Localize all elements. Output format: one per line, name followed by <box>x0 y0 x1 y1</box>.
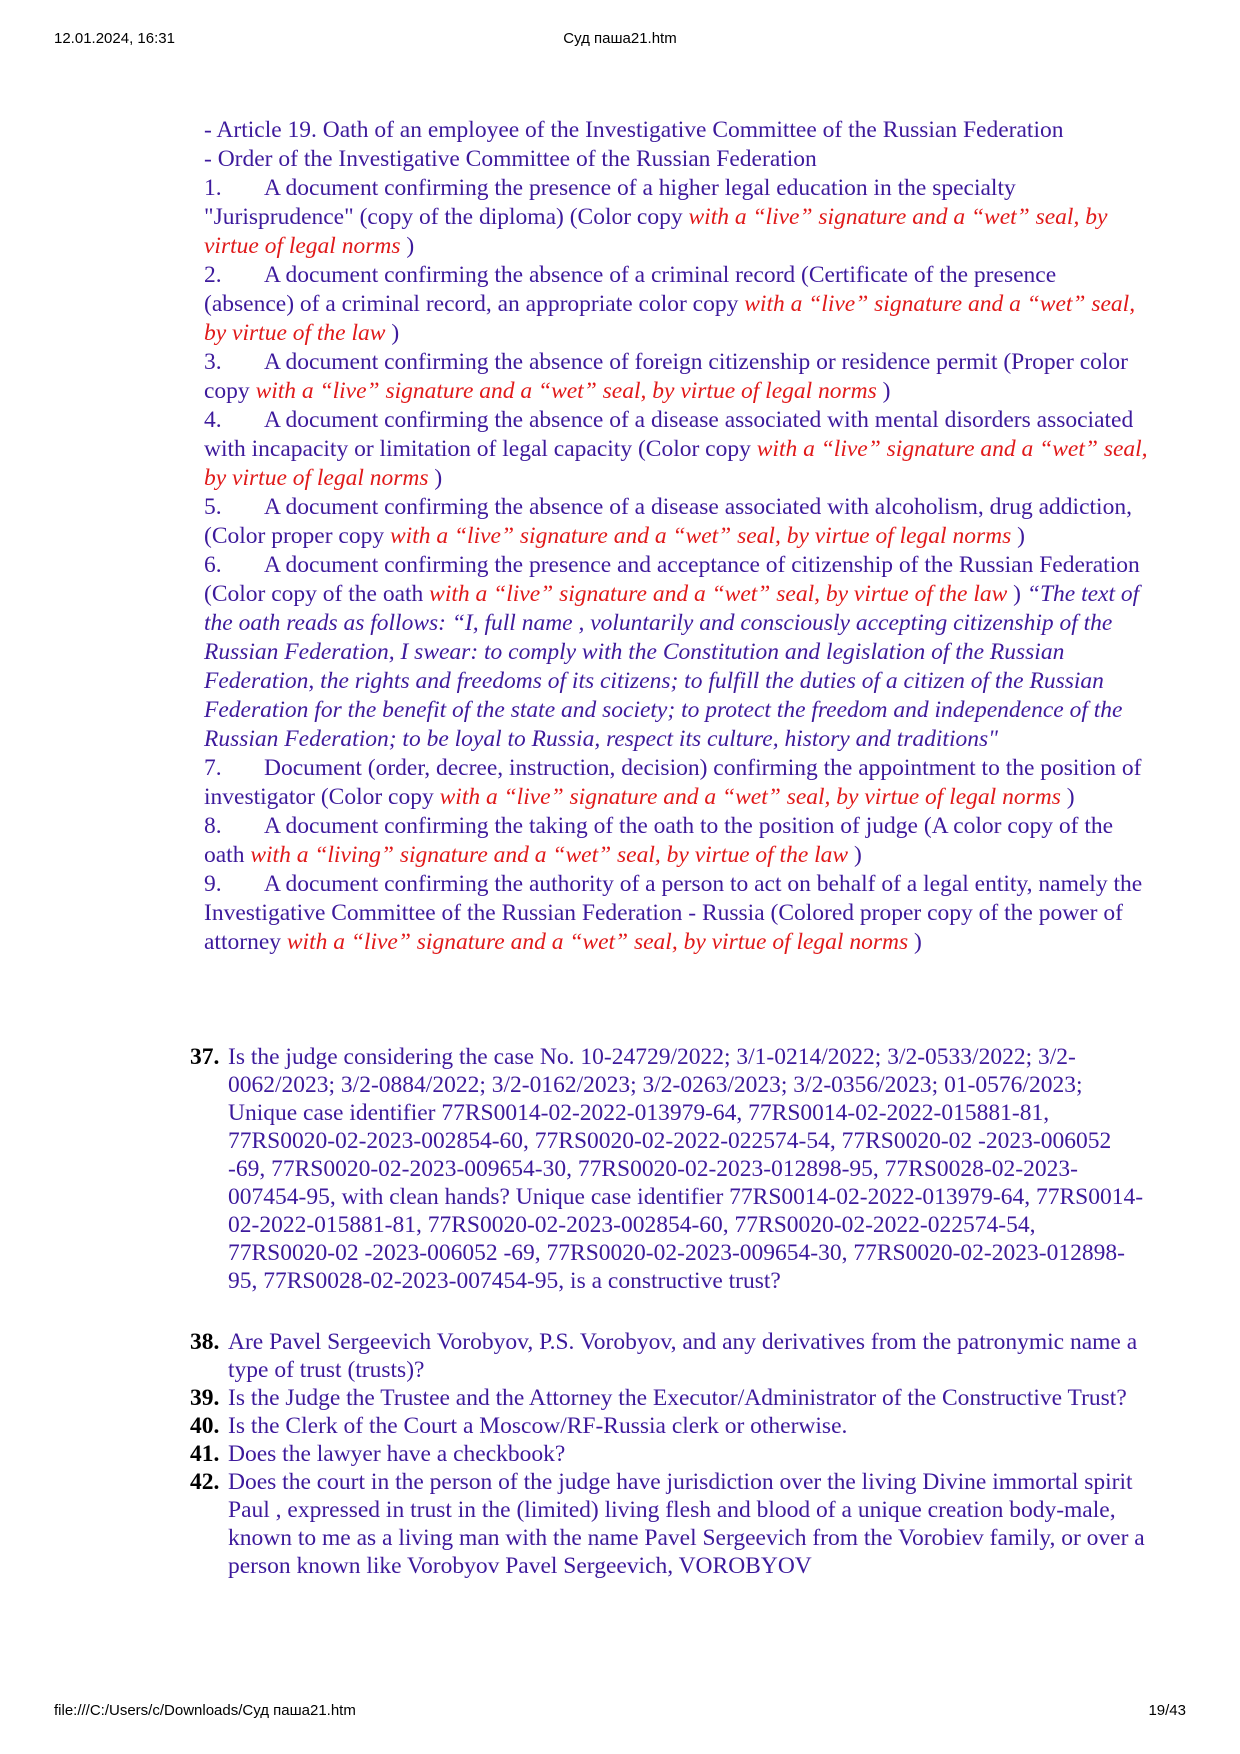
question-item <box>190 1328 1145 1384</box>
list-item <box>204 870 1149 957</box>
item-text: A document confirming the presence and acceptance of citizenship of the Russian Federation (Color copy of the oath <box>204 552 1140 607</box>
item-text: A document confirming the taking of the oath to the position of judge (A color copy of the oath <box>204 813 1114 868</box>
question-number: 41. <box>190 1441 220 1467</box>
question-item <box>190 1384 1145 1412</box>
item-text: A document confirming the absence of a criminal record (Certificate of the presence (absence) of a criminal record, an appropriate color copy <box>204 262 1057 317</box>
item-emphasis: with a “live” signature and a “wet” seal, by virtue of the law <box>204 291 1136 346</box>
question-text: Is the Clerk of the Court a Moscow/RF-Russia clerk or otherwise. <box>228 1413 848 1439</box>
item-tail: ) <box>1011 523 1025 549</box>
question-list <box>190 1328 1145 1580</box>
item-emphasis: with a “live” signature and a “wet” seal, by virtue of legal norms <box>204 436 1148 491</box>
question-number: 42. <box>190 1469 220 1495</box>
item-text: A document confirming the presence of a higher legal education in the specialty "Jurisprudence" (copy of the diploma) (Color copy <box>204 175 1016 230</box>
document-body <box>204 116 1149 957</box>
list-item <box>204 754 1149 812</box>
item-emphasis: with a “living” signature and a “wet” seal, by virtue of the law <box>250 842 849 868</box>
question-item <box>190 1412 1145 1440</box>
item-text: A document confirming the absence of foreign citizenship or residence permit (Proper color copy <box>204 349 1128 404</box>
item-number: 5. <box>204 494 222 520</box>
list-item <box>204 261 1149 348</box>
question-text: Does the court in the person of the judge have jurisdiction over the living Divine immortal spirit Paul , expressed in trust in the (limited) living flesh and blood of a unique creation body-male, known to me as a living man with the name Pavel Sergeevich from the Vorobiev family, or over a person known like Vorobyov Pavel Sergeevich, VOROBYOV <box>228 1469 1145 1579</box>
question-number: 38. <box>190 1329 220 1355</box>
item-tail: ) <box>385 320 400 346</box>
question-text: Are Pavel Sergeevich Vorobyov, P.S. Vorobyov, and any derivatives from the patronymic name a type of trust (trusts)? <box>228 1329 1138 1383</box>
list-item <box>204 812 1149 870</box>
item-number: 3. <box>204 349 222 375</box>
question-list <box>190 1043 1145 1295</box>
oath-quote: “The text of the oath reads as follows: “I, full name , voluntarily and consciously accepting citizenship of the Russian Federation, I swear: to comply with the Constitution and legislation of the Russian Federation, the rights and freedoms of its citizens; to fulfill the duties of a citizen of the Russian Federation for the benefit of the state and society; to protect the freedom and independence of the Russian Federation; to be loyal to Russia, respect its culture, history and traditions" <box>204 581 1140 752</box>
item-tail: ) <box>876 378 891 404</box>
intro-line: - Order of the Investigative Committee of the Russian Federation <box>204 146 817 172</box>
list-item <box>204 493 1149 551</box>
item-number: 2. <box>204 262 222 288</box>
item-text: A document confirming the authority of a person to act on behalf of a legal entity, namely the Investigative Committee of the Russian Federation - Russia (Colored proper copy of the power of attorney <box>204 871 1143 955</box>
list-item <box>204 174 1149 261</box>
question-number: 39. <box>190 1385 220 1411</box>
intro-line: - Article 19. Oath of an employee of the Investigative Committee of the Russian Federation <box>204 117 1064 143</box>
print-file-path: file:///C:/Users/c/Downloads/Суд паша21.htm <box>54 1702 356 1719</box>
question-text: Is the judge considering the case No. 10-24729/2022; 3/1-0214/2022; 3/2-0533/2022; 3/2-0062/2023; 3/2-0884/2022; 3/2-0162/2023; 3/2-0263/2023; 3/2-0356/2023; 01-0576/2023; Unique case identifier 77RS0014-02-2022-013979-64, 77RS0014-02-2022-015881-81, 77RS0020-02-2023-002854-60, 77RS0020-02-2022-022574-54, 77RS0020-02 -2023-006052 -69, 77RS0020-02-2023-009654-30, 77RS0020-02-2023-012898-95, 77RS0028-02-2023-007454-95, with clean hands? Unique case identifier 77RS0014-02-2022-013979-64, 77RS0014-02-2022-015881-81, 77RS0020-02-2023-002854-60, 77RS0020-02-2022-022574-54, 77RS0020-02 -2023-006052 -69, 77RS0020-02-2023-009654-30, 77RS0020-02-2023-012898-95, 77RS0028-02-2023-007454-95, is a constructive trust? <box>228 1044 1144 1294</box>
item-emphasis: with a “live” signature and a “wet” seal, by virtue of the law <box>429 581 1008 607</box>
item-number: 4. <box>204 407 222 433</box>
item-text: Document (order, decree, instruction, decision) confirming the appointment to the position of investigator (Color copy <box>204 755 1142 810</box>
item-number: 9. <box>204 871 222 897</box>
item-number: 8. <box>204 813 222 839</box>
item-number: 1. <box>204 175 222 201</box>
item-number: 7. <box>204 755 222 781</box>
item-tail: ) <box>428 465 443 491</box>
item-tail: ) <box>848 842 862 868</box>
question-text: Is the Judge the Trustee and the Attorney the Executor/Administrator of the Constructive Trust? <box>228 1385 1127 1411</box>
print-datetime: 12.01.2024, 16:31 <box>54 30 175 47</box>
item-tail: ) <box>908 929 922 955</box>
item-emphasis: with a “live” signature and a “wet” seal, by virtue of legal norms <box>390 523 1012 549</box>
item-emphasis: with a “live” signature and a “wet” seal, by virtue of legal norms <box>204 204 1108 259</box>
item-tail: ) <box>1007 581 1027 607</box>
question-text: Does the lawyer have a checkbook? <box>228 1441 566 1467</box>
print-page-number: 19/43 <box>1148 1702 1186 1719</box>
item-tail: ) <box>400 233 415 259</box>
question-item <box>190 1468 1145 1580</box>
list-item <box>204 406 1149 493</box>
question-number: 40. <box>190 1413 220 1439</box>
question-item <box>190 1043 1145 1295</box>
item-text: A document confirming the absence of a disease associated with alcoholism, drug addiction, (Color proper copy <box>204 494 1132 549</box>
question-number: 37. <box>190 1044 220 1070</box>
print-page-title: Суд паша21.htm <box>563 30 677 47</box>
item-emphasis: with a “live” signature and a “wet” seal, by virtue of legal norms <box>255 378 877 404</box>
item-text: A document confirming the absence of a disease associated with mental disorders associated with incapacity or limitation of legal capacity (Color copy <box>204 407 1134 462</box>
question-item <box>190 1440 1145 1468</box>
list-item <box>204 551 1149 754</box>
item-tail: ) <box>1060 784 1075 810</box>
item-number: 6. <box>204 552 222 578</box>
item-emphasis: with a “live” signature and a “wet” seal, by virtue of legal norms <box>286 929 909 955</box>
item-emphasis: with a “live” signature and a “wet” seal, by virtue of legal norms <box>439 784 1061 810</box>
list-item <box>204 348 1149 406</box>
